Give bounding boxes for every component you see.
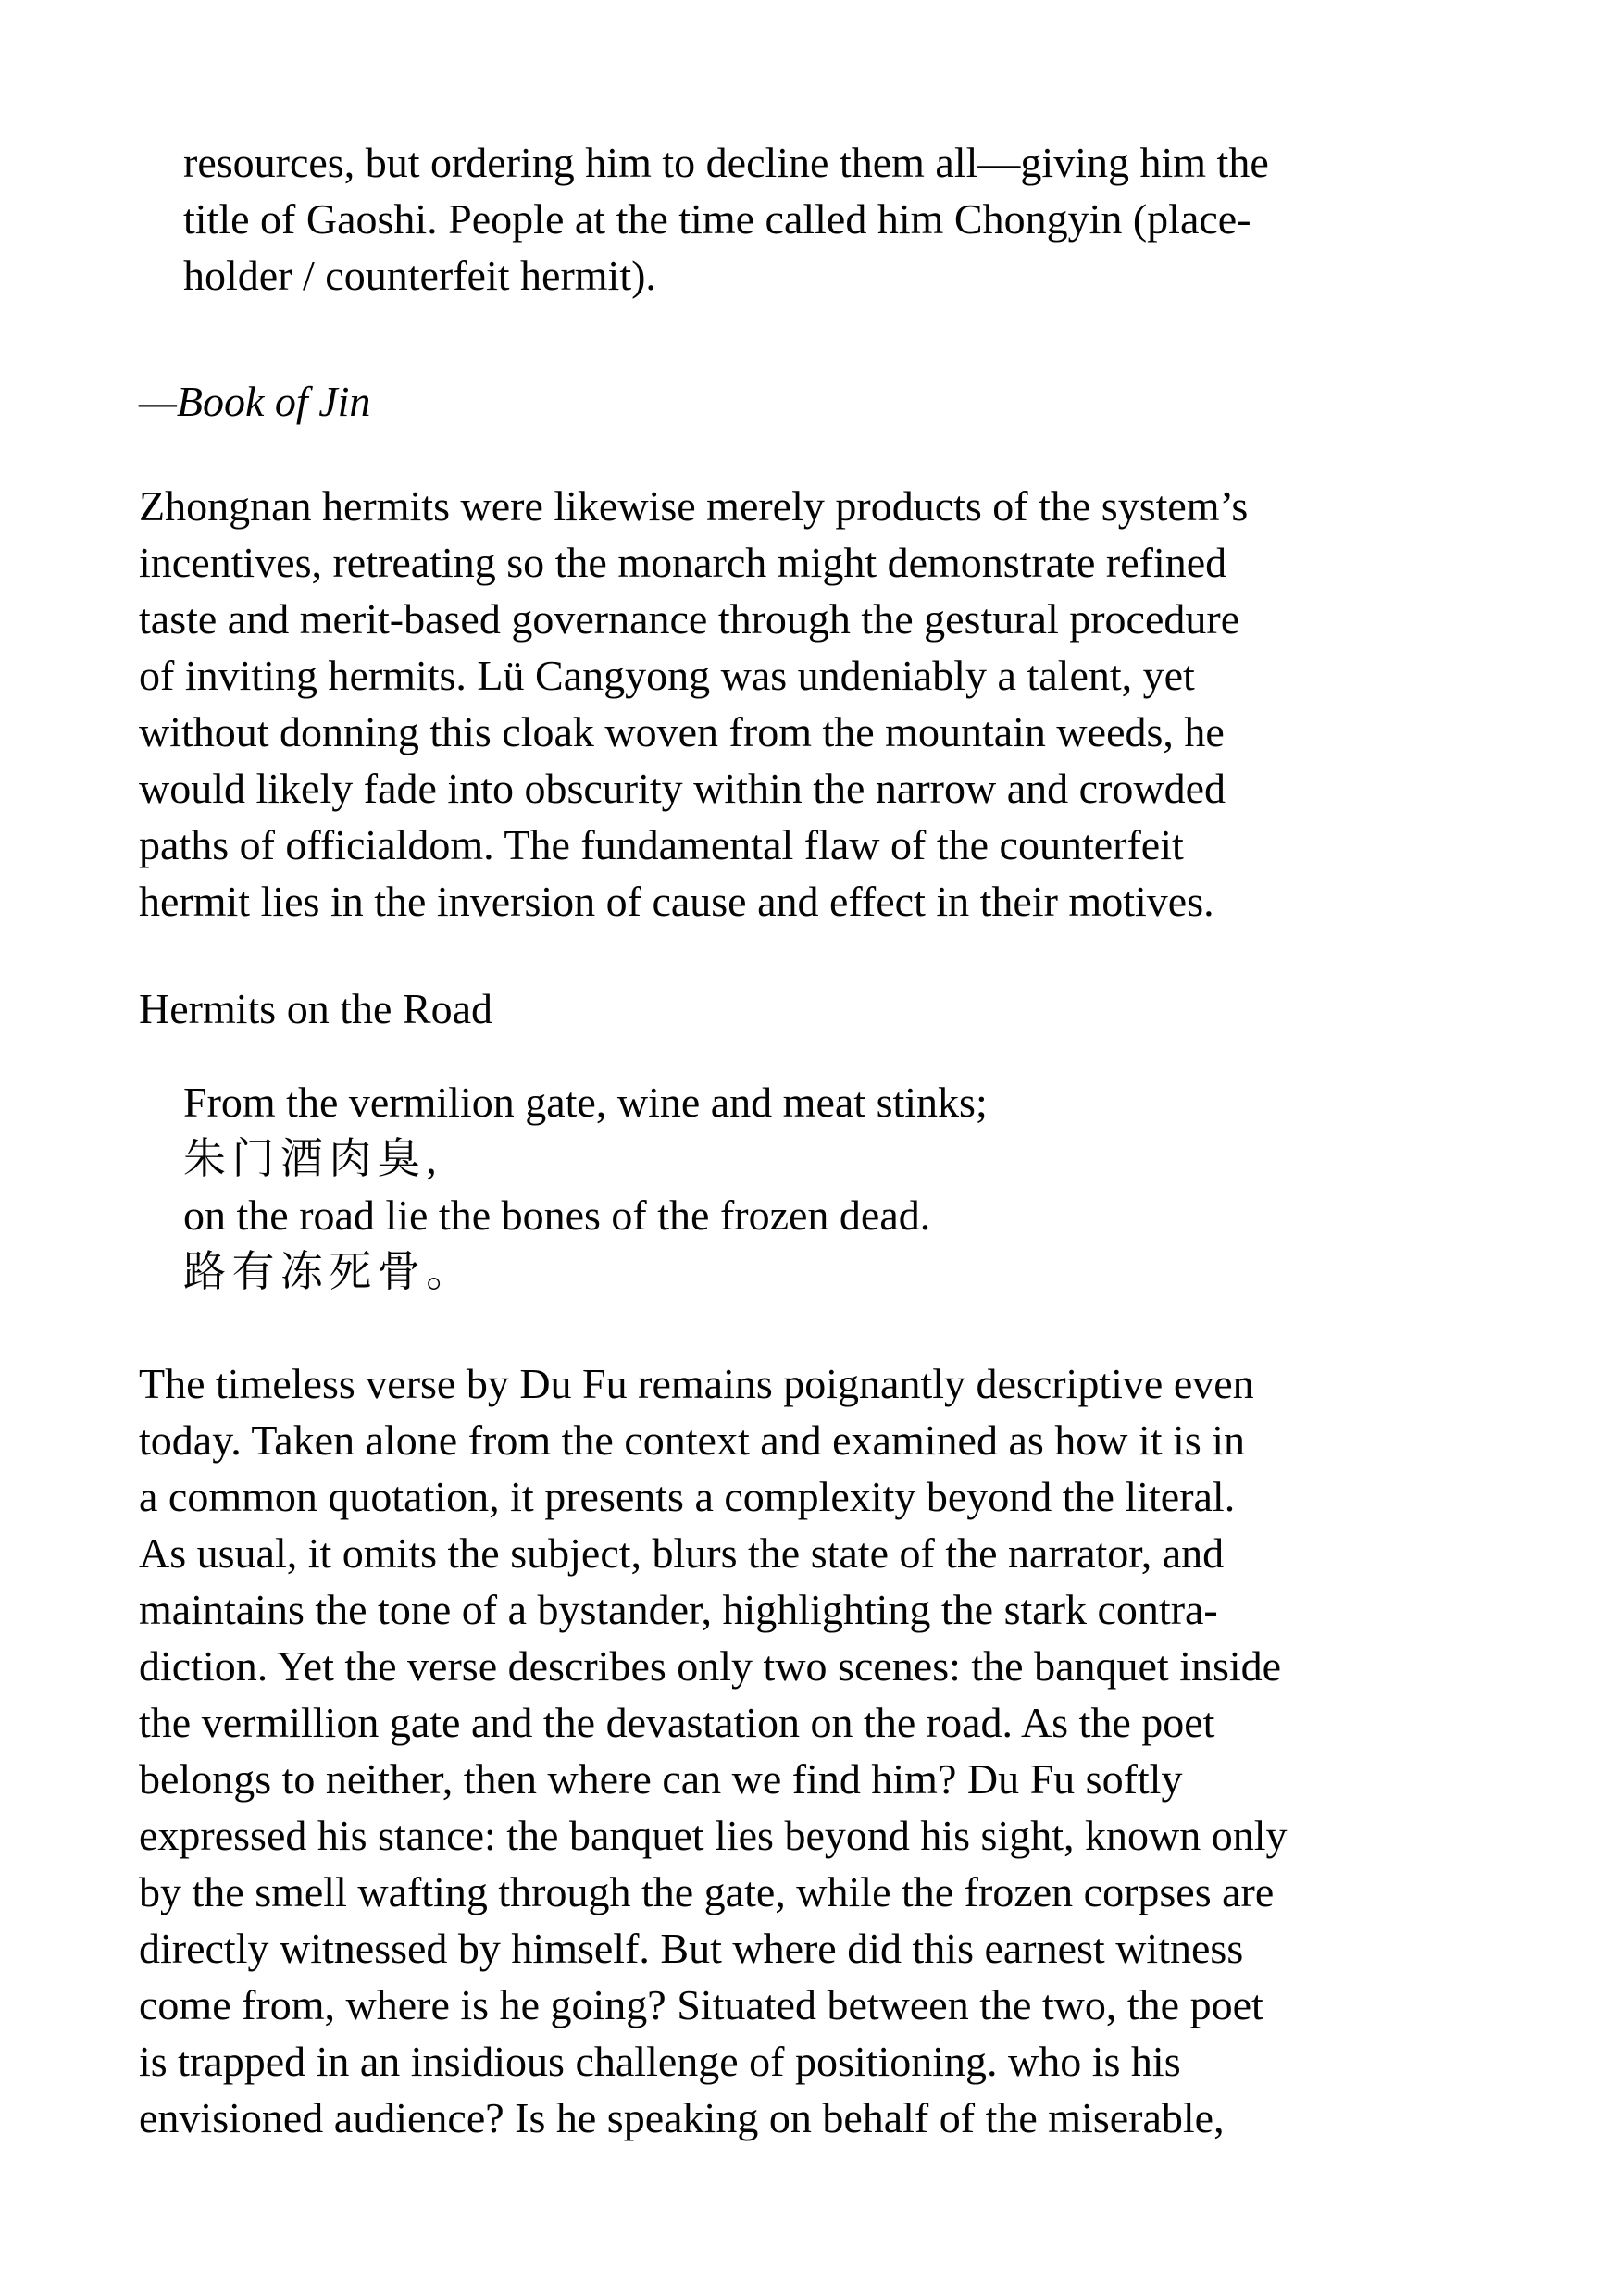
text-line: paths of officialdom. The fundamental flaw of the counterfeit (139, 821, 1184, 868)
text-line: today. Taken alone from the context and examined as how it is in (139, 1416, 1246, 1464)
text-line: The timeless verse by Du Fu remains poignantly descriptive even (139, 1360, 1254, 1407)
poem-du-fu (139, 1074, 1535, 1300)
text-line: is trapped in an insidious challenge of positioning. who is his (139, 2038, 1181, 2085)
text-line: a common quotation, it presents a complexity beyond the literal. (139, 1473, 1236, 1520)
text-line: would likely fade into obscurity within the narrow and crowded (139, 765, 1226, 812)
poem-line-chinese: 路有冻死骨。 (183, 1248, 475, 1295)
paragraph-zhongnan (139, 478, 1535, 930)
text-line: expressed his stance: the banquet lies beyond his sight, known only (139, 1812, 1288, 1859)
poem-line-chinese: 朱门酒肉臭, (183, 1135, 443, 1182)
text-line: directly witnessed by himself. But where did this earnest witness (139, 1925, 1244, 1972)
text-line: holder / counterfeit hermit). (183, 252, 656, 299)
text-line: of inviting hermits. Lü Cangyong was undeniably a talent, yet (139, 652, 1195, 699)
text-line: maintains the tone of a bystander, highlighting the stark contra- (139, 1586, 1218, 1633)
text-line: —Book of Jin (139, 378, 371, 425)
heading-text: Hermits on the Road (139, 985, 492, 1032)
text-line: come from, where is he going? Situated between the two, the poet (139, 1981, 1263, 2028)
section-heading (139, 980, 1535, 1037)
text-line: As usual, it omits the subject, blurs the state of the narrator, and (139, 1529, 1225, 1577)
text-line: envisioned audience? Is he speaking on behalf of the miserable, (139, 2094, 1225, 2141)
quote-excerpt (139, 134, 1535, 304)
text-line: the vermillion gate and the devastation on the road. As the poet (139, 1699, 1215, 1746)
text-line: by the smell wafting through the gate, while the frozen corpses are (139, 1868, 1275, 1915)
text-line: incentives, retreating so the monarch might demonstrate refined (139, 539, 1227, 586)
paragraph-du-fu-analysis (139, 1355, 1535, 2146)
poem-line-english: From the vermilion gate, wine and meat stinks; (183, 1079, 988, 1126)
poem-line-english: on the road lie the bones of the frozen dead. (183, 1192, 931, 1239)
text-line: without donning this cloak woven from the mountain weeds, he (139, 708, 1225, 755)
text-line: Zhongnan hermits were likewise merely products of the system’s (139, 482, 1249, 530)
text-line: resources, but ordering him to decline them all—giving him the (183, 139, 1269, 186)
text-line: diction. Yet the verse describes only two scenes: the banquet inside (139, 1642, 1282, 1690)
text-line: belongs to neither, then where can we find him? Du Fu softly (139, 1755, 1183, 1803)
text-line: title of Gaoshi. People at the time called him Chongyin (place- (183, 195, 1251, 243)
text-line: taste and merit-based governance through the gestural procedure (139, 595, 1240, 643)
quote-attribution (139, 373, 1535, 430)
text-line: hermit lies in the inversion of cause and effect in their motives. (139, 878, 1214, 925)
